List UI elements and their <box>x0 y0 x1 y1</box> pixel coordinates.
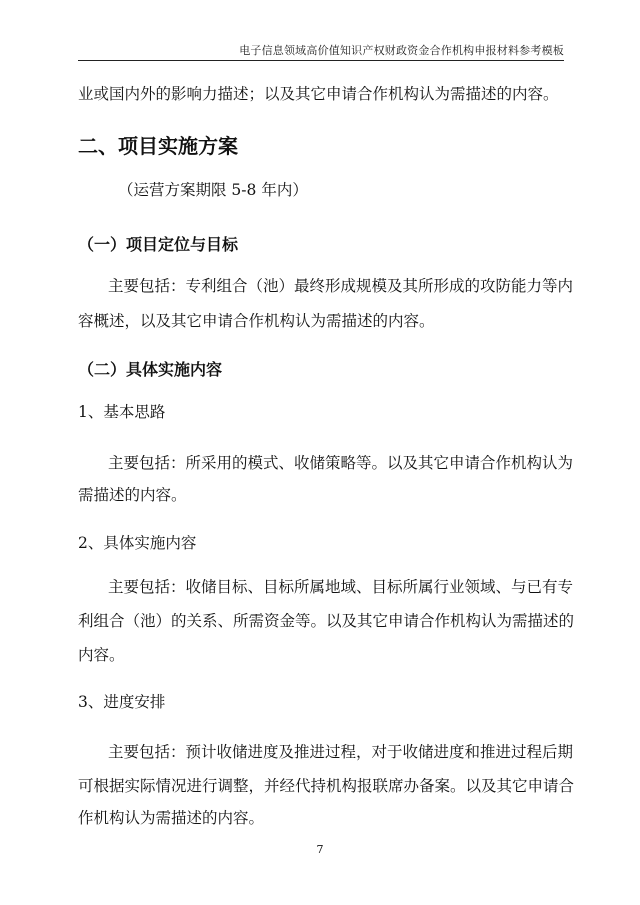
item-3-title: 3、进度安排 <box>78 693 166 711</box>
term-note: （运营方案期限 5-8 年内） <box>118 181 308 199</box>
item-2-paragraph-line: 内容。 <box>78 646 125 664</box>
item-1-paragraph-line: 主要包括：所采用的模式、收储策略等。以及其它申请合作机构认为 <box>108 454 574 472</box>
item-1-paragraph-line: 需描述的内容。 <box>78 486 187 504</box>
subsection-1-title: （一）项目定位与目标 <box>78 235 239 254</box>
item-3-paragraph-line: 可根据实际情况进行调整，并经代持机构报联席办备案。以及其它申请合 <box>78 777 575 795</box>
item-2-title: 2、具体实施内容 <box>78 534 197 552</box>
page-number: 7 <box>316 843 324 856</box>
item-1-title: 1、基本思路 <box>78 403 166 421</box>
page-header <box>78 38 564 61</box>
subsection-1-paragraph-line: 容概述，以及其它申请合作机构认为需描述的内容。 <box>78 312 435 330</box>
item-3-paragraph-line: 作机构认为需描述的内容。 <box>78 809 265 827</box>
continuation-line: 业或国内外的影响力描述；以及其它申请合作机构认为需描述的内容。 <box>78 85 559 103</box>
header-text: 电子信息领域高价值知识产权财政资金合作机构申报材料参考模板 <box>239 44 564 57</box>
subsection-1-paragraph-line: 主要包括：专利组合（池）最终形成规模及其所形成的攻防能力等内 <box>108 277 574 295</box>
subsection-2-title: （二）具体实施内容 <box>78 360 223 379</box>
section-title: 二、项目实施方案 <box>78 134 238 158</box>
item-2-paragraph-line: 利组合（池）的关系、所需资金等。以及其它申请合作机构认为需描述的 <box>78 612 575 630</box>
item-2-paragraph-line: 主要包括：收储目标、目标所属地域、目标所属行业领域、与已有专 <box>108 578 574 596</box>
item-3-paragraph-line: 主要包括：预计收储进度及推进过程，对于收储进度和推进过程后期 <box>108 743 574 761</box>
